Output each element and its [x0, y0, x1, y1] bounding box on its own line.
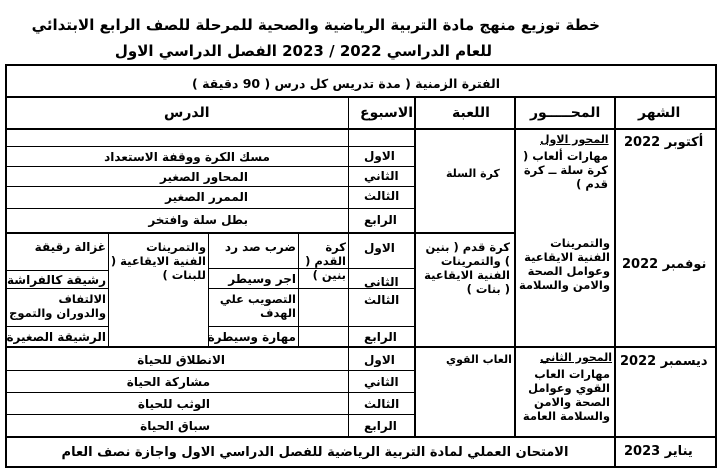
month-december: ديسمبر 2022	[620, 354, 708, 369]
football-lesson-3: التصويب علي الهدف	[219, 292, 296, 320]
nov-inner-line	[108, 232, 109, 346]
axis-col-line	[514, 96, 516, 436]
header-month: الشهر	[638, 105, 681, 121]
axis1-body: مهارات ألعاب ( كرة سلة ــ كرة قدم )	[522, 149, 608, 191]
nov-row-line	[5, 326, 109, 327]
oct-row-line	[5, 208, 415, 209]
axis2-title: المحور الثاني	[540, 351, 613, 364]
week-4: الرابع	[364, 213, 397, 227]
month-november: نوفمبر 2022	[622, 257, 707, 272]
week-3: الثالث	[364, 397, 400, 411]
week-2: الثاني	[364, 375, 399, 389]
football-lesson-1: ضرب صد رد	[224, 240, 296, 254]
oct-row-line	[5, 166, 415, 167]
january-exam: الامتحان العملي لمادة التربية الرياضية للفصل الدراسي الاول واجازة نصف العام	[61, 445, 569, 460]
dec-row-line	[5, 370, 415, 371]
week-2: الثاني	[364, 275, 399, 289]
nov-row-line	[5, 270, 109, 271]
week-1: الاول	[364, 241, 395, 255]
lesson-oct-4: بطل سلة وافتخر	[148, 213, 248, 227]
axis2-body: مهارات العاب القوي وعوامل الصحة والامن والسلامة العامة	[522, 367, 610, 423]
nov-row-line	[5, 288, 109, 289]
plan-subtitle: للعام الدراسي 2022 / 2023 الفصل الدراسي الاول	[114, 42, 492, 60]
header-game: اللعبة	[452, 105, 490, 121]
gym-lesson-1: غزالة رقيقة	[34, 240, 106, 254]
nov-inner-line	[208, 232, 209, 346]
plan-title: خطة توزيع منهج مادة التربية الرياضية والصحية للمرحلة للصف الرابع الابتدائي	[31, 16, 600, 34]
week-4: الرابع	[364, 419, 397, 433]
week-3: الثالث	[364, 293, 400, 307]
header-lesson: الدرس	[164, 105, 210, 121]
gym-lesson-4: الرشيقة الصغيرة	[6, 330, 106, 344]
gym-lesson-2: رشيقة كالفراشة	[7, 273, 106, 287]
nov-inner-line	[298, 232, 299, 346]
oct-nov-divider	[5, 232, 515, 234]
lesson-dec-1: الانطلاق للحياة	[137, 353, 225, 367]
week-col-line	[348, 96, 349, 436]
football-lesson-2: اجر وسيطر	[228, 272, 296, 286]
game-basketball: كرة السلة	[446, 167, 500, 180]
lesson-dec-2: مشاركة الحياة	[126, 375, 210, 389]
dec-row-line	[5, 414, 415, 415]
lesson-dec-4: سباق الحياة	[140, 419, 210, 433]
week-2: الثاني	[364, 169, 399, 183]
axis1-extra: والتمرينات الفنية الايقاعية وعوامل الصحة والامن والسلامة	[518, 236, 610, 292]
header-axis: المحـــــور	[530, 105, 601, 121]
period-header: الفترة الزمنية ( مدة تدريس كل درس ( 90 دقيقة )	[192, 76, 500, 91]
week-1: الاول	[364, 149, 395, 163]
dec-row-line	[5, 392, 415, 393]
oct-row-line	[5, 186, 415, 187]
lesson-oct-2: المحاور الصغير	[160, 170, 248, 184]
nov-football-label: كرة القدم ( بنين )	[305, 240, 346, 282]
gym-lesson-3: الالتفاف والدوران والتموج	[9, 292, 106, 320]
nov-dec-divider	[5, 346, 717, 348]
month-col-line	[614, 96, 616, 468]
lesson-oct-1: مسك الكرة ووقفة الاستعداد	[104, 150, 270, 164]
football-lesson-4: مهارة وسيطرة	[207, 330, 296, 344]
header-week: الاسبوع	[360, 105, 414, 121]
nov-gym-label: والتمرينات الفنية الايقاعية ( للبنات )	[110, 240, 206, 282]
week-3: الثالث	[364, 189, 400, 203]
period-divider	[5, 96, 717, 98]
lesson-oct-3: الممرر الصغير	[165, 190, 248, 204]
game-col-line	[414, 96, 416, 436]
header-divider	[5, 128, 717, 130]
axis1-title: المحور الاول	[540, 133, 609, 146]
dec-jan-divider	[5, 436, 717, 438]
month-january: يناير 2023	[624, 444, 693, 459]
month-october: أكتوبر 2022	[624, 135, 704, 150]
oct-row-line	[5, 146, 415, 147]
lesson-dec-3: الوثب للحياة	[137, 397, 210, 411]
game-athletics: العاب القوي	[446, 353, 512, 366]
week-1: الاول	[364, 353, 395, 367]
game-football-gym: كرة قدم ( بنين ) والتمرينات الفنية الايقاعية ( بنات )	[424, 240, 510, 296]
nov-row-line	[208, 326, 415, 327]
week-4: الرابع	[364, 330, 397, 344]
